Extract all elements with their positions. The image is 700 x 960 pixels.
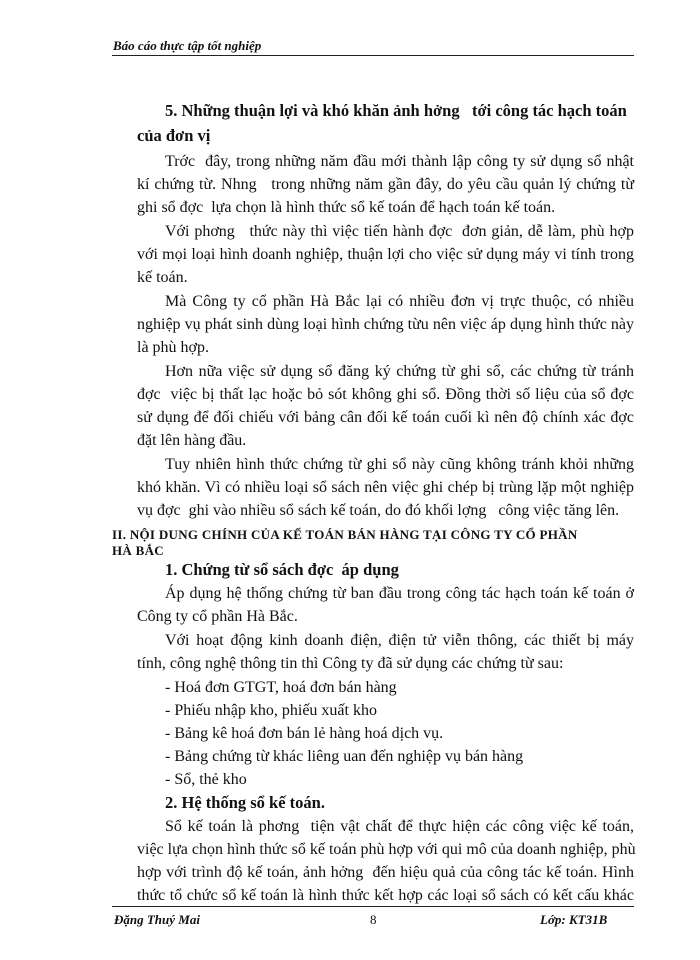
paragraph-line: đợc việc bị thất lạc hoặc bỏ sót không ghi sổ. Đồng thời số liệu của sổ đợc [137, 386, 634, 403]
list-item: - Phiếu nhập kho, phiếu xuất kho [165, 702, 377, 719]
paragraph-line: với mọi loại hình doanh nghiệp, thuận lợi cho việc sử dụng máy vi tính trong [137, 246, 634, 263]
paragraph-line: hợp với trình độ kế toán, ảnh hởng đến hiệu quả của công tác kế toán. Hình [137, 864, 634, 881]
list-item: - Hoá đơn GTGT, hoá đơn bán hàng [165, 679, 397, 696]
section5-heading-cont: của đơn vị [137, 126, 211, 145]
paragraph-line: khó khăn. Vì có nhiều loại sổ sách nên việc ghi chép bị trùng lặp một nghiệp [137, 479, 634, 496]
list-item: - Bảng chứng từ khác liêng uan đến nghiệp vụ bán hàng [165, 748, 524, 765]
sectionII-heading-cont: HÀ BẮC [112, 543, 164, 558]
footer-author: Đặng Thuý Mai [114, 912, 200, 927]
paragraph-line: kế toán. [137, 269, 188, 286]
paragraph-line: Mà Công ty cổ phần Hà Bắc lại có nhiều đơn vị trực thuộc, có nhiều [165, 293, 634, 310]
paragraph-line: tính, công nghệ thông tin thì Công ty đã sử dụng các chứng từ sau: [137, 655, 564, 672]
paragraph-line: nghiệp vụ phát sinh dùng loại hình chứng từu nên việc áp dụng hình thức này [137, 316, 634, 333]
report-header-title: Báo cáo thực tập tốt nghiệp [113, 38, 262, 53]
paragraph-line: kí chứng từ. Nhng trong những năm gần đây, do yêu cầu quản lý chứng từ [137, 176, 634, 193]
paragraph-line: đặt lên hàng đầu. [137, 432, 247, 449]
section5-heading: 5. Những thuận lợi và khó khăn ảnh hởng tới công tác hạch toán [165, 101, 627, 120]
paragraph-line: sử dụng để đối chiếu với bảng cân đối kế toán cuối kì nên độ chính xác đợc [137, 409, 634, 426]
paragraph-line: Sổ kế toán là phơng tiện vật chất để thực hiện các công việc kế toán, [165, 818, 634, 835]
subsection2-heading: 2. Hệ thống sổ kế toán. [165, 793, 325, 812]
paragraph-line: Áp dụng hệ thống chứng từ ban đầu trong công tác hạch toán kế toán ở [165, 585, 634, 602]
paragraph-line: vụ đợc ghi vào nhiều sổ sách kế toán, do đó khối lợng công việc tăng lên. [137, 502, 620, 519]
paragraph-line: Công ty cổ phần Hà Bắc. [137, 608, 298, 625]
paragraph-line: Với hoạt động kinh doanh điện, điện tử viễn thông, các thiết bị máy [165, 632, 634, 649]
footer-divider [112, 906, 634, 907]
page-number: 8 [370, 912, 377, 927]
header-divider [112, 55, 634, 56]
paragraph-line: Tuy nhiên hình thức chứng từ ghi sổ này cũng không tránh khỏi những [165, 456, 634, 473]
list-item: - Sổ, thẻ kho [165, 771, 247, 788]
footer-class: Lớp: KT31B [540, 912, 608, 927]
sectionII-heading: II. NỘI DUNG CHÍNH CỦA KẾ TOÁN BÁN HÀNG TẠI CÔNG TY CỔ PHẦN [112, 527, 578, 542]
paragraph-line: Với phơng thức này thì việc tiến hành đợc đơn giản, dễ làm, phù hợp [165, 223, 634, 240]
paragraph-line: việc lựa chọn hình thức sổ kế toán phù hợp với qui mô của doanh nghiệp, phù [137, 841, 636, 858]
list-item: - Bảng kê hoá đơn bán lẻ hàng hoá dịch vụ. [165, 725, 444, 742]
paragraph-line: ghi sổ đợc lựa chọn là hình thức sổ kế toán để hạch toán kế toán. [137, 199, 556, 216]
paragraph-line: Trớc đây, trong những năm đầu mới thành lập công ty sử dụng sổ nhật [165, 153, 634, 170]
paragraph-line: thức tổ chức sổ kế toán là hình thức kết hợp các loại sổ sách có kết cấu khác [137, 887, 634, 904]
paragraph-line: Hơn nữa việc sử dụng sổ đăng ký chứng từ ghi sổ, các chứng từ tránh [165, 363, 634, 380]
subsection1-heading: 1. Chứng từ sổ sách đợc áp dụng [165, 560, 399, 579]
paragraph-line: là phù hợp. [137, 339, 210, 356]
